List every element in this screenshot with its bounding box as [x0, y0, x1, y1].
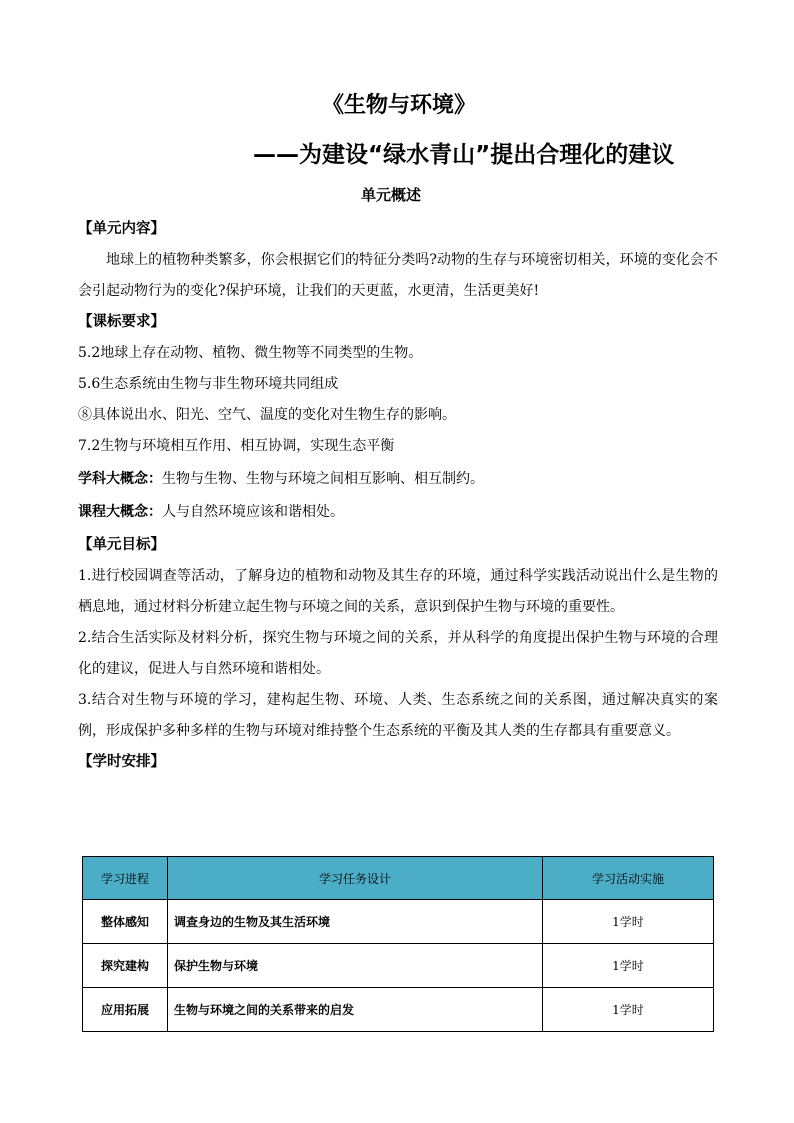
goal-item: 3.结合对生物与环境的学习，建构起生物、环境、人类、生态系统之间的关系图，通过解决真实的案例，形成保护多种多样的生物与环境对维持整个生态系统的平衡及其人类的生存都具有重要意义。	[78, 692, 718, 739]
course-concept-text: 人与自然环境应该和谐相处。	[162, 504, 344, 520]
unit-content-text: 地球上的植物种类繁多，你会根据它们的特征分类吗?动物的生存与环境密切相关，环境的变化会不会引起动物行为的变化?保护环境，让我们的天更蓝，水更清，生活更美好!	[78, 252, 718, 299]
column-header-phase: 学习进程	[83, 857, 168, 900]
document-body	[78, 214, 718, 778]
time-cell: 1学时	[543, 900, 714, 944]
curriculum-heading: 【课标要求】	[78, 314, 165, 330]
document-subtitle: ——为建设“绿水青山”提出合理化的建议	[253, 142, 675, 168]
task-cell: 生物与环境之间的关系带来的启发	[168, 988, 543, 1032]
task-cell: 调查身边的生物及其生活环境	[168, 900, 543, 944]
time-cell: 1学时	[543, 944, 714, 988]
unit-content-heading: 【单元内容】	[78, 221, 165, 237]
curriculum-item: 5.2地球上存在动物、植物、微生物等不同类型的生物。	[78, 345, 423, 361]
table-row	[83, 988, 714, 1032]
overview-heading: 单元概述	[361, 186, 422, 204]
goals-heading: 【单元目标】	[78, 537, 165, 553]
course-concept	[78, 497, 718, 530]
schedule-table	[82, 856, 714, 1032]
table-row	[83, 900, 714, 944]
subject-concept-label: 学科大概念：	[78, 471, 162, 487]
subject-concept	[78, 464, 718, 497]
document-title: 《生物与环境》	[322, 93, 477, 118]
table-header-row	[83, 857, 714, 900]
curriculum-item: 5.6生态系统由生物与非生物环境共同组成	[78, 376, 339, 392]
curriculum-item: ⑧具体说出水、阳光、空气、温度的变化对生物生存的影响。	[78, 407, 456, 423]
course-concept-label: 课程大概念：	[78, 504, 162, 520]
column-header-task: 学习任务设计	[168, 857, 543, 900]
phase-cell: 整体感知	[83, 900, 168, 944]
schedule-heading: 【学时安排】	[78, 754, 165, 770]
goal-item: 1.进行校园调查等活动，了解身边的植物和动物及其生存的环境，通过科学实践活动说出什么是生物的栖息地，通过材料分析建立起生物与环境之间的关系，意识到保护生物与环境的重要性。	[78, 568, 718, 615]
time-cell: 1学时	[543, 988, 714, 1032]
subject-concept-text: 生物与生物、生物与环境之间相互影响、相互制约。	[162, 471, 484, 487]
table-row	[83, 944, 714, 988]
phase-cell: 应用拓展	[83, 988, 168, 1032]
phase-cell: 探究建构	[83, 944, 168, 988]
task-cell: 保护生物与环境	[168, 944, 543, 988]
column-header-time: 学习活动实施	[543, 857, 714, 900]
curriculum-item: 7.2生物与环境相互作用、相互协调，实现生态平衡	[78, 438, 395, 454]
goal-item: 2.结合生活实际及材料分析，探究生物与环境之间的关系，并从科学的角度提出保护生物与环境的合理化的建议，促进人与自然环境和谐相处。	[78, 630, 718, 677]
